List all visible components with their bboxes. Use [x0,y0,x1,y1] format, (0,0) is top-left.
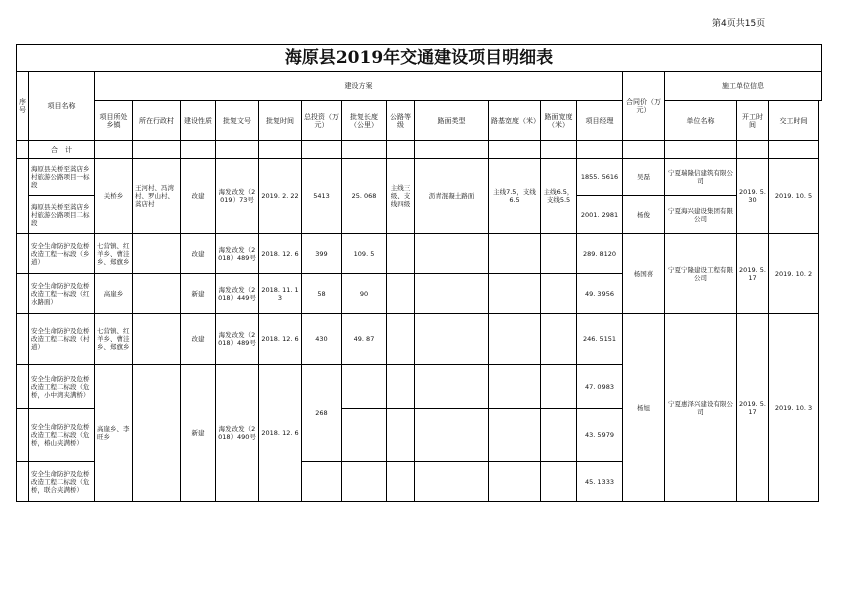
project-name: 安全生命防护及危桥改造工程二标段（危桥，联合夹满桥） [29,462,95,502]
investment-cell: 58 [302,274,342,314]
start-cell: 2019. 5. 30 [737,159,769,234]
approval-date-cell: 2019. 2. 22 [259,159,302,234]
investment-cell: 268 [302,365,342,462]
nature-cell: 新建 [181,274,216,314]
contract-cell: 246. 5151 [577,314,623,365]
pavement-width-cell: 主线6.5，支线5.5 [541,159,577,234]
header-plan: 建设方案 [95,72,623,101]
unit-cell: 宁夏宁隆建设工程有限公司 [665,234,737,314]
header-start: 开工时间 [737,101,769,141]
finish-cell: 2019. 10. 2 [769,234,819,314]
length-cell: 109. 5 [342,234,387,274]
length-cell: 49. 87 [342,314,387,365]
approval-date-cell: 2018. 11. 13 [259,274,302,314]
investment-cell: 5413 [302,159,342,234]
town-cell: 高崖乡、李旺乡 [95,365,133,502]
header-construction: 施工单位信息 [665,72,822,101]
contract-cell: 45. 1333 [577,462,623,502]
header-contract: 合同价（万元） [623,72,665,141]
manager-cell: 吴磊 [623,159,665,196]
project-table [16,71,822,502]
town-cell: 关桥乡 [95,159,133,234]
total-label: 合 计 [29,141,95,159]
header-pavement: 路面类型 [415,101,489,141]
unit-cell: 宁夏瑞隆信建筑有限公司 [665,159,737,196]
investment-cell: 399 [302,234,342,274]
manager-cell: 杨国喜 [623,234,665,314]
header-subgrade-width: 路基宽度（米） [489,101,541,141]
village-cell: 王河村、冯湾村、罗山村、蒿店村 [133,159,181,234]
header-seq: 序号 [17,72,29,141]
contract-cell: 289. 8120 [577,234,623,274]
total-row [17,141,822,159]
contract-cell: 47. 0983 [577,365,623,409]
header-nature: 建设性质 [181,101,216,141]
approval-doc-cell: 海发改发（2018）490号 [216,365,259,502]
contract-cell: 1855. 5616 [577,159,623,196]
header-grade: 公路等级 [387,101,415,141]
page-title: 海原县2019年交通建设项目明细表 [16,44,822,71]
table-row [17,159,822,196]
header-approval-doc: 批复文号 [216,101,259,141]
investment-cell: 430 [302,314,342,365]
nature-cell: 改建 [181,314,216,365]
project-name: 海原县关桥至蒿店乡村旅游公路项目二标段 [29,196,95,234]
header-village: 所在行政村 [133,101,181,141]
table-row [17,314,822,365]
page-number: 第4页共15页 [712,19,766,29]
approval-date-cell: 2018. 12. 6 [259,365,302,502]
finish-cell: 2019. 10. 5 [769,159,819,234]
contract-cell: 2001. 2981 [577,196,623,234]
approval-date-cell: 2018. 12. 6 [259,234,302,274]
project-name: 安全生命防护及危桥改造工程二标段（村道） [29,314,95,365]
header-name: 项目名称 [29,72,95,141]
header-town: 项目所处乡镇 [95,101,133,141]
header-pavement-width: 路面宽度（米） [541,101,577,141]
contract-cell: 49. 3956 [577,274,623,314]
start-cell: 2019. 5. 17 [737,234,769,314]
nature-cell: 新建 [181,365,216,502]
project-name: 海原县关桥至蒿店乡村旅游公路项目一标段 [29,159,95,196]
header-unit: 单位名称 [665,101,737,141]
project-name: 安全生命防护及危桥改造工程一标段（红水路面） [29,274,95,314]
project-name: 安全生命防护及危桥改造工程二标段（危桥，小中湾夹满桥） [29,365,95,409]
subgrade-width-cell: 主线7.5，支线6.5 [489,159,541,234]
header-length: 批复长度（公里） [342,101,387,141]
project-name: 安全生命防护及危桥改造工程二标段（危桥，椿山夹满桥） [29,409,95,462]
length-cell: 25. 068 [342,159,387,234]
unit-cell: 宁夏海兴建设集团有限公司 [665,196,737,234]
town-cell: 七营镇、红羊乡、曹洼乡、郑旗乡 [95,234,133,274]
nature-cell: 改建 [181,234,216,274]
header-approval-date: 批复时间 [259,101,302,141]
approval-doc-cell: 海发改发（2018）489号 [216,234,259,274]
manager-cell: 杨旭 [623,314,665,502]
nature-cell: 改建 [181,159,216,234]
finish-cell: 2019. 10. 3 [769,314,819,502]
header-manager: 项目经理 [577,101,623,141]
contract-cell: 43. 5979 [577,409,623,462]
approval-date-cell: 2018. 12. 6 [259,314,302,365]
header-investment: 总投资（万元） [302,101,342,141]
town-cell: 七营镇、红羊乡、曹洼乡、郑旗乡 [95,314,133,365]
start-cell: 2019. 5. 17 [737,314,769,502]
approval-doc-cell: 海发改发（2018）489号 [216,314,259,365]
header-finish: 交工时间 [769,101,819,141]
town-cell: 高崖乡 [95,274,133,314]
length-cell: 90 [342,274,387,314]
approval-doc-cell: 海发改发（2018）449号 [216,274,259,314]
unit-cell: 宁夏惠泽兴建设有限公司 [665,314,737,502]
pavement-cell: 沥青混凝土路面 [415,159,489,234]
approval-doc-cell: 海发改发（2019）73号 [216,159,259,234]
project-name: 安全生命防护及危桥改造工程一标段（乡道） [29,234,95,274]
grade-cell: 主线三级、支线四级 [387,159,415,234]
manager-cell: 杨俊 [623,196,665,234]
table-row [17,234,822,274]
